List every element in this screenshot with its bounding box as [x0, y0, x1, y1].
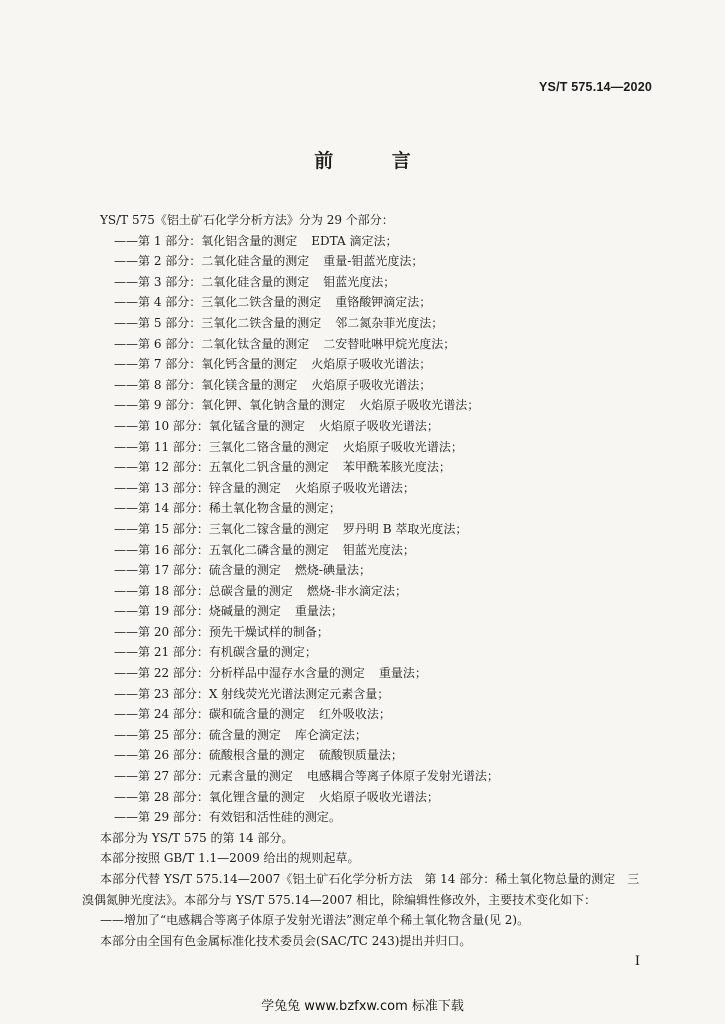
part-label: ——第 3 部分：二氧化硅含量的测定 — [114, 274, 310, 289]
part-item — [100, 684, 660, 705]
part-label: ——第 19 部分：烧碱量的测定 — [114, 604, 281, 619]
part-label: ——第 4 部分：三氧化二铁含量的测定 — [114, 295, 322, 310]
part-item — [100, 601, 660, 622]
part-label: ——第 5 部分：三氧化二铁含量的测定 — [114, 315, 322, 330]
part-method: 库仑滴定法； — [294, 727, 367, 742]
part-method: 火焰原子吸收光谱法； — [318, 418, 439, 433]
part-method: 罗丹明 B 萃取光度法； — [342, 521, 468, 536]
part-label: ——第 16 部分：五氧化二磷含量的测定 — [114, 542, 329, 557]
part-label: ——第 21 部分：有机碳含量的测定； — [114, 645, 317, 660]
part-method: 火焰原子吸收光谱法； — [359, 398, 480, 413]
part-item — [100, 375, 660, 396]
part-item — [100, 437, 660, 458]
paragraph-drafting-rule: 本部分按照 GB/T 1.1—2009 给出的规则起草。 — [100, 851, 360, 866]
paragraph-change-item: ——增加了“电感耦合等离子体原子发射光谱法”测定单个稀土氧化物含量(见 2)。 — [100, 913, 530, 928]
part-item — [100, 478, 660, 499]
part-item — [100, 663, 660, 684]
paragraph-part-statement: 本部分为 YS/T 575 的第 14 部分。 — [100, 830, 294, 845]
part-label: ——第 14 部分：稀土氧化物含量的测定； — [114, 501, 341, 516]
part-label: ——第 6 部分：二氧化钛含量的测定 — [114, 336, 310, 351]
part-method: 重量法； — [378, 666, 427, 681]
part-method: 红外吸收法； — [318, 707, 391, 722]
part-item — [100, 787, 660, 808]
part-item — [100, 231, 660, 252]
part-method: 火焰原子吸收光谱法； — [342, 439, 463, 454]
part-item — [100, 725, 660, 746]
part-item — [100, 807, 660, 828]
part-label: ——第 1 部分：氧化铝含量的测定 — [114, 233, 298, 248]
part-label: ——第 13 部分：锌含量的测定 — [114, 480, 281, 495]
part-method: 二安替吡啉甲烷光度法； — [323, 336, 456, 351]
part-label: ——第 15 部分：三氧化二镓含量的测定 — [114, 521, 329, 536]
part-method: 硫酸钡质量法； — [318, 748, 403, 763]
part-label: ——第 24 部分：碳和硫含量的测定 — [114, 707, 305, 722]
part-item — [100, 334, 660, 355]
part-item — [100, 745, 660, 766]
part-method: 钼蓝光度法； — [342, 542, 415, 557]
part-method: 火焰原子吸收光谱法； — [318, 789, 439, 804]
paragraph-replacement-line2: 溴偶氮胂光度法》。本部分与 YS/T 575.14—2007 相比，除编辑性修改外，主要技术变化如下： — [82, 892, 597, 907]
part-item — [100, 642, 660, 663]
part-item — [100, 354, 660, 375]
part-label: ——第 9 部分：氧化钾、氧化钠含量的测定 — [114, 398, 346, 413]
part-label: ——第 23 部分：X 射线荧光光谱法测定元素含量； — [114, 686, 390, 701]
part-item — [100, 272, 660, 293]
part-method: 邻二氮杂菲光度法； — [335, 315, 444, 330]
paragraph-proposer: 本部分由全国有色金属标准化技术委员会(SAC/TC 243)提出并归口。 — [100, 933, 472, 948]
part-label: ——第 20 部分：预先干燥试样的制备； — [114, 624, 329, 639]
part-method: 火焰原子吸收光谱法； — [311, 377, 432, 392]
watermark-footer: 学兔兔 www.bzfxw.com 标准下载 — [261, 999, 464, 1014]
part-item — [100, 498, 660, 519]
part-method: 重量-钼蓝光度法； — [323, 254, 424, 269]
part-label: ——第 12 部分：五氧化二钒含量的测定 — [114, 460, 329, 475]
part-label: ——第 28 部分：氧化锂含量的测定 — [114, 789, 305, 804]
part-item — [100, 540, 660, 561]
part-item — [100, 766, 660, 787]
part-method: 火焰原子吸收光谱法； — [294, 480, 415, 495]
part-method: 钼蓝光度法； — [323, 274, 396, 289]
part-item — [100, 704, 660, 725]
intro-text: YS/T 575《铝土矿石化学分析方法》分为 29 个部分： — [100, 213, 394, 227]
part-method: 燃烧-非水滴定法； — [306, 583, 407, 598]
part-item — [100, 251, 660, 272]
part-label: ——第 17 部分：硫含量的测定 — [114, 563, 281, 578]
part-label: ——第 22 部分：分析样品中湿存水含量的测定 — [114, 666, 365, 681]
parts-list — [100, 231, 660, 828]
page-number: I — [634, 954, 640, 969]
part-label: ——第 25 部分：硫含量的测定 — [114, 727, 281, 742]
part-item — [100, 622, 660, 643]
part-label: ——第 7 部分：氧化钙含量的测定 — [114, 357, 298, 372]
part-item — [100, 395, 660, 416]
foreword-body — [82, 210, 660, 951]
part-method: 重铬酸钾滴定法； — [335, 295, 432, 310]
part-item — [100, 519, 660, 540]
part-method: 重量法； — [294, 604, 343, 619]
part-item — [100, 416, 660, 437]
part-item — [100, 581, 660, 602]
part-method: 燃烧-碘量法； — [294, 563, 371, 578]
part-item — [100, 313, 660, 334]
paragraph-replacement-line1: 本部分代替 YS/T 575.14—2007《铝土矿石化学分析方法 第 14 部分：稀土氧化物总量的测定 三 — [100, 872, 640, 886]
part-item — [100, 292, 660, 313]
part-label: ——第 11 部分：三氧化二铬含量的测定 — [114, 439, 329, 454]
standard-code: YS/T 575.14—2020 — [539, 80, 652, 94]
part-label: ——第 18 部分：总碳含量的测定 — [114, 583, 293, 598]
part-label: ——第 2 部分：二氧化硅含量的测定 — [114, 254, 310, 269]
page-title: 前 言 — [314, 150, 437, 172]
part-item — [100, 560, 660, 581]
part-label: ——第 27 部分：元素含量的测定 — [114, 769, 293, 784]
part-method: EDTA 滴定法； — [311, 233, 398, 248]
part-label: ——第 29 部分：有效铝和活性硅的测定。 — [114, 810, 341, 825]
part-label: ——第 26 部分：硫酸根含量的测定 — [114, 748, 305, 763]
part-label: ——第 8 部分：氧化镁含量的测定 — [114, 377, 298, 392]
part-item — [100, 457, 660, 478]
part-method: 电感耦合等离子体原子发射光谱法； — [306, 769, 499, 784]
part-method: 苯甲酰苯胲光度法； — [342, 460, 451, 475]
part-label: ——第 10 部分：氧化锰含量的测定 — [114, 418, 305, 433]
part-method: 火焰原子吸收光谱法； — [311, 357, 432, 372]
